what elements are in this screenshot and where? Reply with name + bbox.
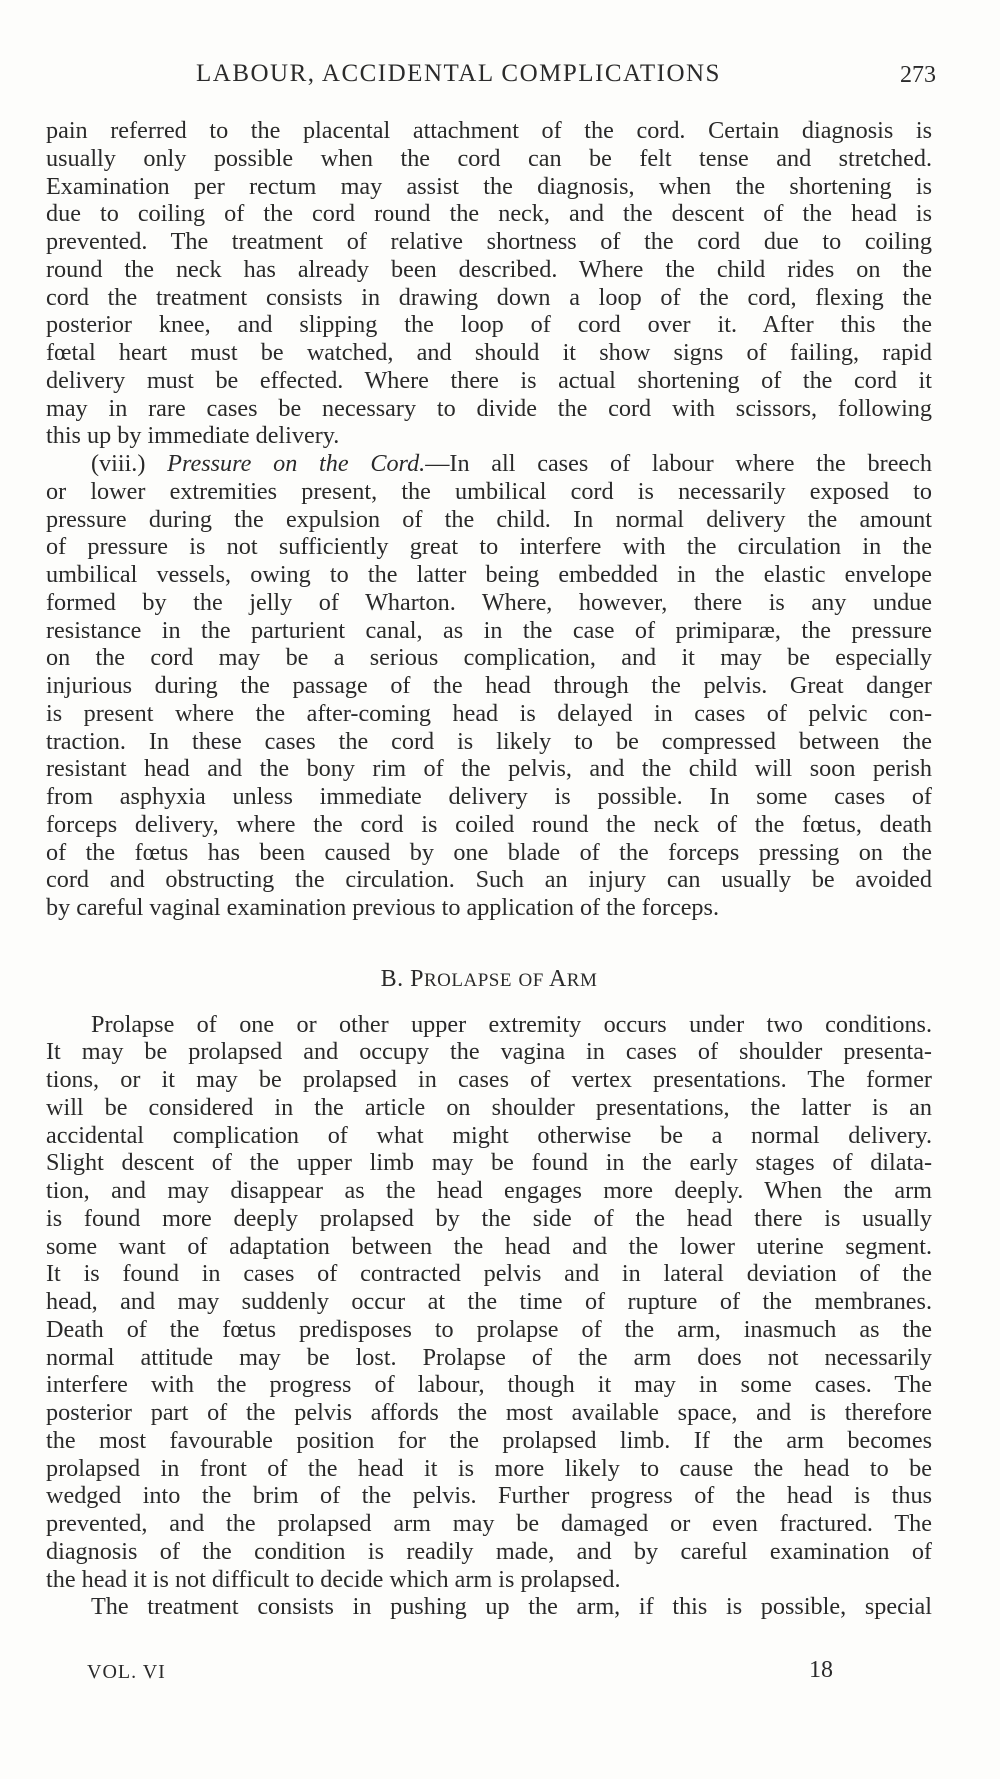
text-line: cord and obstructing the circulation. Such an injury can usually be avoided: [46, 866, 932, 894]
text-line: posterior knee, and slipping the loop of cord over it. After this the: [46, 311, 932, 339]
text-line: posterior part of the pelvis affords the most available space, and is therefore: [46, 1399, 932, 1426]
text-line: or lower extremities present, the umbilical cord is necessarily exposed to: [46, 477, 932, 505]
paragraph-first-line: [46, 450, 932, 478]
text-line: interfere with the progress of labour, though it may in some cases. The: [46, 1371, 932, 1399]
paragraph-treatment: [46, 1593, 932, 1621]
text-line: injurious during the passage of the head through the pelvis. Great danger: [46, 672, 932, 699]
body-text: [46, 117, 932, 1621]
text-line: Slight descent of the upper limb may be found in the early stages of dilata-: [46, 1149, 932, 1177]
paragraph-first-line-text: —In all cases of labour where the breech: [425, 450, 932, 477]
text-line: Prolapse of one or other upper extremity occurs under two conditions.: [91, 1010, 932, 1038]
text-line: the head it is not difficult to decide which arm is prolapsed.: [46, 1565, 621, 1593]
text-line: of pressure is not sufficiently great to interfere with the circulation in the: [46, 533, 932, 561]
text-line: prevented. The treatment of relative shortness of the cord due to coiling: [46, 228, 932, 255]
text-line: It is found in cases of contracted pelvis and in lateral deviation of the: [46, 1260, 932, 1288]
paragraph-title: Pressure on the Cord.: [167, 450, 426, 477]
section-heading: B. PROLAPSE OF ARM: [380, 965, 598, 992]
text-line: prevented, and the prolapsed arm may be damaged or even fractured. The: [46, 1510, 932, 1537]
paragraph-pressure-on-cord: [46, 450, 932, 922]
text-line: resistant head and the bony rim of the pelvis, and the child will soon perish: [46, 755, 932, 783]
page-footer: [87, 1657, 833, 1689]
text-line: pain referred to the placental attachment of the cord. Certain diagnosis is: [46, 117, 932, 144]
text-line: pressure during the expulsion of the child. In normal delivery the amount: [46, 505, 932, 533]
page-number: 273: [900, 62, 936, 88]
text-line: diagnosis of the condition is readily made, and by careful examination of: [46, 1537, 932, 1565]
text-line: Death of the fœtus predisposes to prolapse of the arm, inasmuch as the: [46, 1315, 932, 1343]
text-line: The treatment consists in pushing up the arm, if this is possible, special: [91, 1593, 932, 1621]
text-line: Examination per rectum may assist the diagnosis, when the shortening is: [46, 172, 932, 200]
text-line: umbilical vessels, owing to the latter being embedded in the elastic envelope: [46, 561, 932, 588]
text-line: is present where the after-coming head is delayed in cases of pelvic con-: [46, 699, 932, 727]
signature-mark: 18: [809, 1657, 833, 1683]
text-line: by careful vaginal examination previous to application of the forceps.: [46, 894, 719, 921]
text-line: fœtal heart must be watched, and should it show signs of failing, rapid: [46, 339, 932, 366]
text-line: the most favourable position for the prolapsed limb. If the arm becomes: [46, 1426, 932, 1454]
text-line: usually only possible when the cord can be felt tense and stretched.: [46, 144, 932, 172]
text-line: cord the treatment consists in drawing down a loop of the cord, flexing the: [46, 283, 932, 311]
text-line: head, and may suddenly occur at the time of rupture of the membranes.: [46, 1288, 932, 1315]
text-line: of the fœtus has been caused by one blade of the forceps pressing on the: [46, 838, 932, 866]
text-line: traction. In these cases the cord is likely to be compressed between the: [46, 727, 932, 755]
volume-label: VOL. VI: [87, 1661, 166, 1683]
text-line: from asphyxia unless immediate delivery is possible. In some cases of: [46, 783, 932, 810]
text-line: tion, and may disappear as the head engages more deeply. When the arm: [46, 1177, 932, 1204]
running-head: [196, 60, 936, 94]
text-line: tions, or it may be prolapsed in cases of vertex presentations. The former: [46, 1066, 932, 1093]
text-line: wedged into the brim of the pelvis. Further progress of the head is thus: [46, 1482, 932, 1510]
text-line: delivery must be effected. Where there is actual shortening of the cord it: [46, 366, 932, 394]
text-line: accidental complication of what might otherwise be a normal delivery.: [46, 1121, 932, 1149]
text-line: on the cord may be a serious complication, and it may be especially: [46, 644, 932, 672]
paragraph-cord-shortening: [46, 117, 932, 450]
text-line: may in rare cases be necessary to divide the cord with scissors, following: [46, 394, 932, 422]
text-line: resistance in the parturient canal, as in the case of primiparæ, the pressure: [46, 616, 932, 644]
text-line: some want of adaptation between the head and the lower uterine segment.: [46, 1232, 932, 1260]
text-line: this up by immediate delivery.: [46, 422, 340, 450]
text-line: prolapsed in front of the head it is more likely to cause the head to be: [46, 1454, 932, 1482]
text-line: It may be prolapsed and occupy the vagina in cases of shoulder presenta-: [46, 1038, 932, 1066]
text-line: formed by the jelly of Wharton. Where, however, there is any undue: [46, 588, 932, 616]
text-line: forceps delivery, where the cord is coiled round the neck of the fœtus, death: [46, 810, 932, 838]
running-title: LABOUR, ACCIDENTAL COMPLICATIONS: [196, 60, 721, 87]
text-line: is found more deeply prolapsed by the side of the head there is usually: [46, 1204, 932, 1232]
paragraph-prolapse-of-arm: [46, 1011, 932, 1594]
text-line: due to coiling of the cord round the neck, and the descent of the head is: [46, 200, 932, 228]
text-line: normal attitude may be lost. Prolapse of the arm does not necessarily: [46, 1343, 932, 1371]
paragraph-number: (viii.): [91, 450, 146, 477]
text-line: round the neck has already been described. Where the child rides on the: [46, 255, 932, 283]
text-line: will be considered in the article on shoulder presentations, the latter is an: [46, 1093, 932, 1121]
